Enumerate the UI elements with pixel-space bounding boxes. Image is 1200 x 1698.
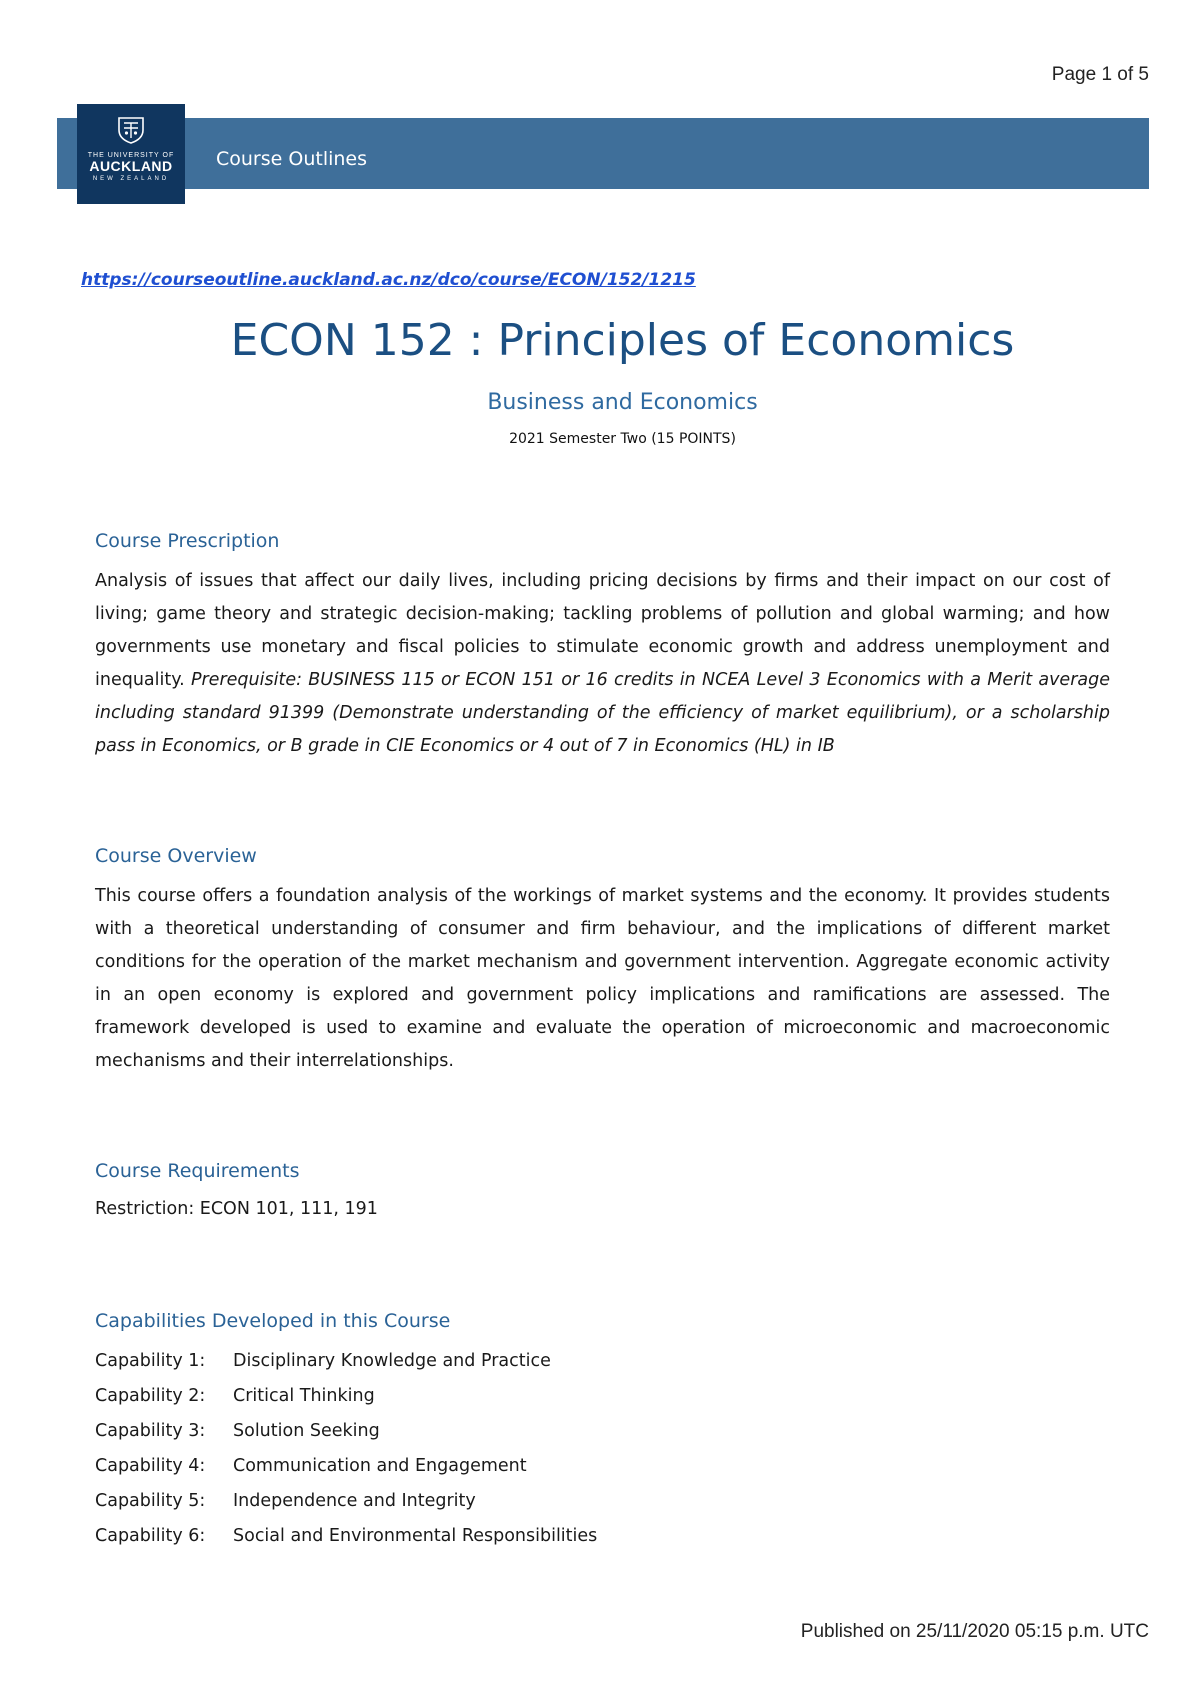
capability-row <box>95 1456 527 1476</box>
capabilities-heading: Capabilities Developed in this Course <box>95 1310 451 1332</box>
course-url-link[interactable]: https://courseoutline.auckland.ac.nz/dco/course/ECON/152/1215 <box>81 270 696 290</box>
requirements-heading: Course Requirements <box>95 1160 300 1182</box>
published-date: Published on 25/11/2020 05:15 p.m. UTC <box>800 1621 1149 1642</box>
capability-label: Capability 4: <box>95 1456 206 1476</box>
capability-label: Capability 6: <box>95 1526 206 1546</box>
capability-row <box>95 1386 375 1406</box>
capability-value: Independence and Integrity <box>233 1491 476 1511</box>
faculty-name: Business and Economics <box>487 390 758 415</box>
course-title: ECON 152 : Principles of Economics <box>230 315 1015 366</box>
capability-value: Solution Seeking <box>233 1421 380 1441</box>
capability-row <box>95 1421 380 1441</box>
overview-text: This course offers a foundation analysis of the workings of market systems and the economy. It provides students with a theoretical understanding of consumer and firm behaviour, and the implications of different market conditions for the operation of the market mechanism and government intervention. Aggregate economic activity in an open economy is explored and government policy implications and ramifications are assessed. The framework developed is used to examine and evaluate the operation of microeconomic and macroeconomic mechanisms and their interrelationships. <box>95 886 1110 1071</box>
capability-label: Capability 2: <box>95 1386 206 1406</box>
prerequisite-text: Prerequisite: BUSINESS 115 or ECON 151 or 16 credits in NCEA Level 3 Economics with a Merit average including standard 91399 (Demonstrate understanding of the efficiency of market equilibrium), or a scholarship pass in Economics, or B grade in CIE Economics or 4 out of 7 in Economics (HL) in IB <box>95 670 1110 756</box>
capability-value: Critical Thinking <box>233 1386 375 1406</box>
capability-label: Capability 3: <box>95 1421 206 1441</box>
crest-icon <box>117 116 145 144</box>
capability-value: Social and Environmental Responsibilities <box>233 1526 598 1546</box>
capability-label: Capability 5: <box>95 1491 206 1511</box>
prescription-heading: Course Prescription <box>95 530 280 552</box>
capability-label: Capability 1: <box>95 1351 206 1371</box>
page-indicator: Page 1 of 5 <box>1051 64 1149 85</box>
university-logo[interactable] <box>77 104 185 204</box>
capability-value: Communication and Engagement <box>233 1456 527 1476</box>
capability-row <box>95 1526 597 1546</box>
banner-title: Course Outlines <box>216 148 368 170</box>
requirements-text: Restriction: ECON 101, 111, 191 <box>95 1199 378 1219</box>
prescription-body: Analysis of issues that affect our daily lives, including pricing decisions by firms and their impact on our cost of living; game theory and strategic decision-making; tackling problems of pollution and global warming; and how governments use monetary and fiscal policies to stimulate economic growth and address unemployment and inequality. <box>95 571 1110 690</box>
logo-line-2: AUCKLAND <box>89 158 173 174</box>
prescription-text <box>95 565 1110 763</box>
capability-row <box>95 1491 476 1511</box>
semester-info: 2021 Semester Two (15 POINTS) <box>509 431 736 447</box>
capability-value: Disciplinary Knowledge and Practice <box>233 1351 551 1371</box>
overview-heading: Course Overview <box>95 845 257 867</box>
logo-line-3: NEW ZEALAND <box>92 176 170 182</box>
capability-row <box>95 1351 551 1371</box>
logo-line-1: THE UNIVERSITY OF <box>87 152 175 159</box>
